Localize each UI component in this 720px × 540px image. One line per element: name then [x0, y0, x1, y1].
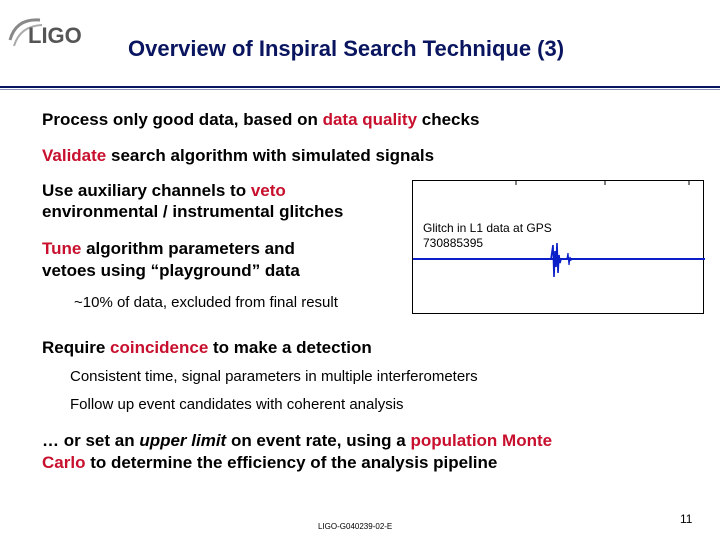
title-rule-light [0, 89, 720, 90]
bullet-veto: Use auxiliary channels to veto environmental / instrumental glitches [42, 181, 344, 221]
bullet-tune: Tune algorithm parameters and vetoes using “playground” data [42, 239, 300, 280]
sub-bullet-consistent: Consistent time, signal parameters in multiple interferometers [70, 368, 478, 385]
glitch-figure [412, 180, 704, 314]
slide-title: Overview of Inspiral Search Technique (3) [128, 36, 565, 61]
title-rule-dark [0, 86, 720, 88]
sub-bullet-followup: Follow up event candidates with coherent analysis [70, 396, 404, 413]
ligo-logo [6, 12, 106, 60]
bullet-upper-limit: … or set an upper limit on event rate, using a population Monte Carlo to determine the efficiency of the analysis pipeline [42, 431, 553, 472]
bullet-validate: Validate search algorithm with simulated signals [42, 146, 435, 165]
sub-bullet-playground: ~10% of data, excluded from final result [74, 294, 338, 311]
document-id: LIGO-G040239-02-E [318, 522, 393, 531]
logo-text: LIGO [28, 23, 82, 48]
glitch-caption: Glitch in L1 data at GPS 730885395 [423, 221, 552, 250]
bullet-coincidence: Require coincidence to make a detection [42, 338, 372, 357]
page-number: 11 [680, 512, 693, 526]
bullet-data-quality: Process only good data, based on data quality checks [42, 110, 480, 129]
